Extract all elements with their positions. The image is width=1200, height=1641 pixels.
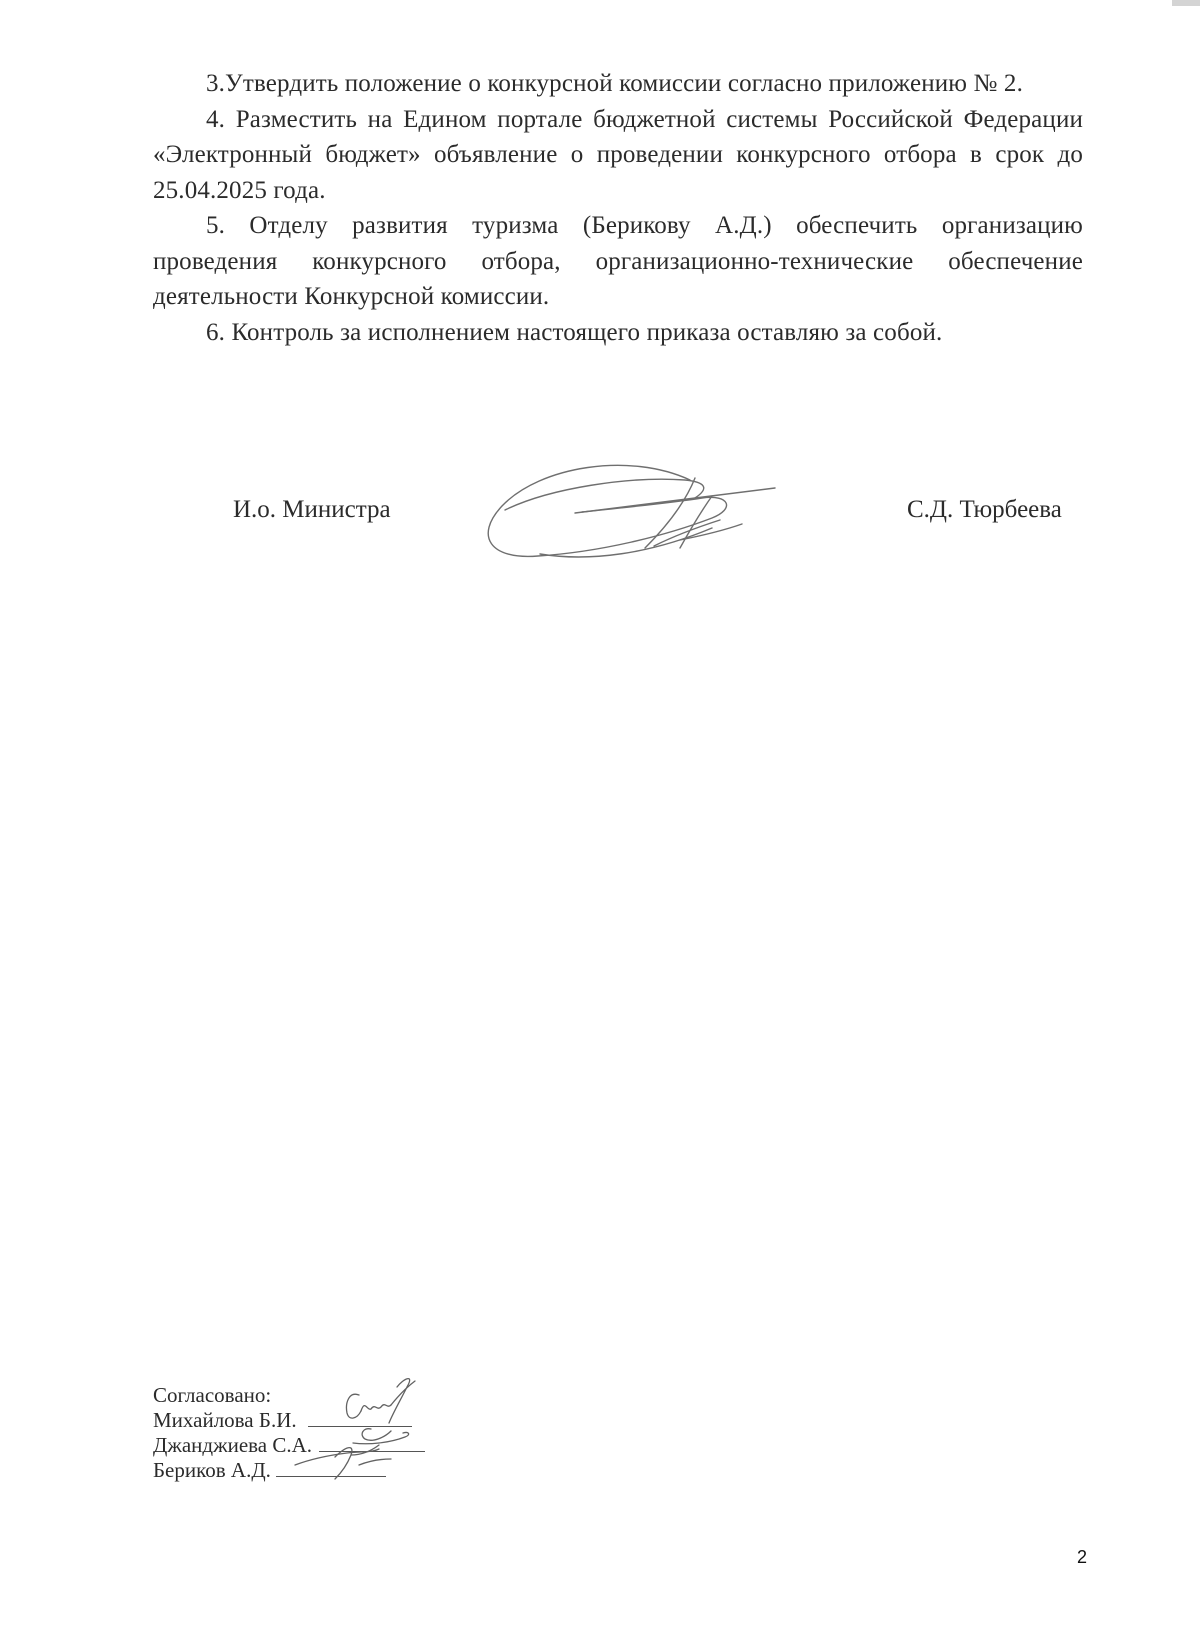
approval-signatures (275, 1373, 455, 1483)
approvals-heading: Согласовано: (153, 1383, 272, 1407)
signatory-title: И.о. Министра (233, 496, 391, 523)
signature-image (480, 458, 810, 578)
signatory-name: С.Д. Тюрбеева (907, 496, 1062, 523)
page-number: 2 (1077, 1547, 1088, 1567)
paragraph-3: 3.Утвердить положение о конкурсной комиссии согласно приложению № 2. (206, 70, 1023, 97)
approver-name: Джанджиева С.А. (153, 1433, 313, 1457)
paragraph-5: 5. Отделу развития туризма (Берикову А.Д.) обеспечить организацию проведения конкурсного отбора, организационно-технические обеспечение деятельности Конкурсной комиссии. (153, 212, 1083, 310)
page-corner-mark (1172, 0, 1200, 6)
approver-name: Михайлова Б.И. (153, 1408, 297, 1432)
document-body (153, 66, 1083, 350)
paragraph-6: 6. Контроль за исполнением настоящего приказа оставляю за собой. (206, 318, 943, 346)
paragraph-4: 4. Разместить на Едином портале бюджетной системы Российской Федерации «Электронный бюджет» объявление о проведении конкурсного отбора в срок до 25.04.2025 года. (153, 105, 1083, 204)
approver-name: Бериков А.Д. (153, 1458, 271, 1482)
